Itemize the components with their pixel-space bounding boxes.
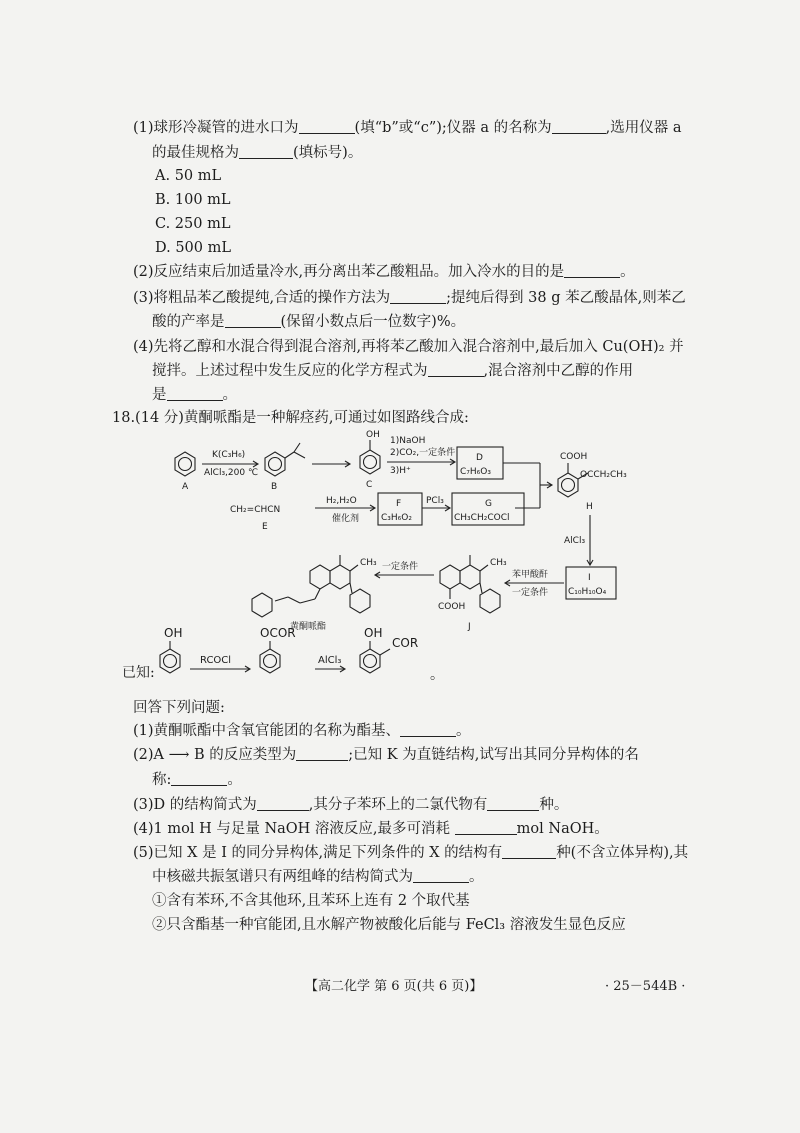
answer-blank[interactable] [239,142,293,159]
label-e: E [262,522,268,532]
phenyl-ring-icon [350,589,370,613]
q18-part3 [133,794,568,816]
option-b: B. 100 mL [155,192,231,208]
reagent-naoh: 1)NaOH [390,436,426,446]
answer-blank[interactable] [400,720,456,737]
benzene-ring-icon [310,565,330,589]
answer-blank[interactable] [552,117,606,134]
piperidine-ring-icon [252,593,272,617]
aromatic-circle-icon [164,655,177,668]
answer-blank[interactable] [502,842,556,859]
text: 。 [620,264,635,280]
oh-2: OH [364,626,383,640]
q17-part4-line1: (4)先将乙醇和水混合得到混合溶剂,再将苯乙酸加入混合溶剂中,最后加入 Cu(OH)₂ 并 [133,339,684,355]
reagent-pcl3: PCl₃ [426,496,444,506]
answer-prompt: 回答下列问题: [133,700,225,716]
reagent-condition: 一定条件 [512,588,549,598]
label-a: A [182,482,189,492]
q18-part5-line1 [133,842,688,864]
reagent-catalyst: 催化剂 [332,514,360,524]
text: (3)D 的结构简式为 [133,797,257,813]
text: ,混合溶剂中乙醇的作用 [483,363,634,379]
answer-blank[interactable] [225,311,281,328]
answer-blank[interactable] [167,384,223,401]
answer-blank[interactable] [390,287,446,304]
q17-part4-line2 [152,360,633,382]
reagent-alcl3: AlCl₃ [564,536,586,546]
label-j: J [468,622,471,632]
text: 。 [227,772,242,788]
text: ,其分子苯环上的二氯代物有 [308,797,488,813]
q18-intro: 18.(14 分)黄酮哌酯是一种解痉药,可通过如图路线合成: [112,410,469,426]
text: (1)球形冷凝管的进水口为 [133,120,299,136]
reagent-k: K(C₃H₆) [212,450,246,460]
text: mol NaOH。 [516,821,609,837]
label-c: C [366,480,373,490]
text: 的最佳规格为 [152,145,239,161]
reagent-alcl3-known: AlCl₃ [318,655,342,666]
q17-part1-line2 [152,142,362,164]
text: (2)反应结束后加适量冷水,再分离出苯乙酸粗品。加入冷水的目的是 [133,264,565,280]
benzene-ring-icon [440,565,460,589]
label-i: I [588,573,591,583]
aromatic-circle-icon [562,479,575,492]
reagent-alcl3-200c: AlCl₃,200 ℃ [204,468,259,478]
phenyl-ring-icon [480,589,500,613]
text: 是 [152,387,167,403]
text: (1)黄酮哌酯中含氧官能团的名称为酯基、 [133,723,401,739]
reagent-rcocl: RCOCl [200,655,232,666]
answer-blank[interactable] [257,794,309,811]
label-b: B [271,482,278,492]
answer-blank[interactable] [299,117,355,134]
formula-d: C₇H₆O₃ [460,467,491,477]
text: 称: [152,772,172,788]
formula-e: CH₂=CHCN [230,505,281,515]
option-a: A. 50 mL [155,168,222,184]
text: (5)已知 X 是 I 的同分异构体,满足下列条件的 X 的结构有 [133,845,503,861]
cooh-group: COOH [560,452,588,462]
label-h: H [586,502,593,512]
aromatic-circle-icon [179,458,192,471]
label-g: G [485,499,492,509]
reagent-co2: 2)CO₂,一定条件 [390,448,456,458]
label-f: F [396,499,402,509]
text: 搅拌。上述过程中发生反应的化学方程式为 [152,363,428,379]
text: ,选用仪器 a [605,120,682,136]
text: (保留小数点后一位数字)%。 [280,314,466,330]
cooh-j: COOH [438,602,466,612]
text: ;已知 K 为直链结构,试写出其同分异构体的名 [348,747,639,763]
formula-f: C₃H₆O₂ [381,513,412,523]
text: 。 [469,869,484,885]
reagent-benzoic-anhydride: 苯甲酸酐 [512,570,549,580]
formula-g: CH₃CH₂COCl [454,513,510,523]
reagent-final: 一定条件 [382,562,419,572]
ocor-group: OCOR [260,626,296,640]
oh-group: OH [366,430,380,440]
answer-blank[interactable] [455,818,517,835]
label-d: D [476,453,483,463]
q17-part3-line2 [152,311,465,333]
cor-group: COR [392,636,419,650]
known-label: 已知: [122,665,155,681]
reagent-h2: H₂,H₂O [326,496,357,506]
aromatic-circle-icon [269,458,282,471]
answer-blank[interactable] [413,866,469,883]
text: 。 [222,387,237,403]
footer-code: · 25－544B · [605,979,686,994]
text: 种(不含立体异构),其 [556,845,689,861]
answer-blank[interactable] [564,261,620,278]
answer-blank[interactable] [296,744,348,761]
q18-part1 [133,720,471,742]
text: (4)1 mol H 与足量 NaOH 溶液反应,最多可消耗 [133,821,451,837]
text: (填“b”或“c”);仪器 a 的名称为 [354,120,552,136]
formula-i: C₁₀H₁₀O₄ [568,587,607,597]
q17-part4-line3 [152,384,237,406]
text: 酸的产率是 [152,314,225,330]
text: (填标号)。 [293,145,363,161]
q18-part2-line1 [133,744,639,766]
answer-blank[interactable] [487,794,539,811]
option-d: D. 500 mL [155,240,231,256]
synthesis-scheme [160,425,700,635]
q17-part1-line1 [133,117,682,139]
product-name: 黄酮哌酯 [290,622,327,632]
known-reaction [120,625,480,691]
footer-page-info: 【高二化学 第 6 页(共 6 页)】 [305,979,483,994]
answer-blank[interactable] [428,360,484,377]
period: 。 [430,667,444,683]
q18-part2-line2 [152,769,242,791]
text: (2)A ⟶ B 的反应类型为 [133,747,297,763]
methyl-j: CH₃ [490,558,507,568]
aromatic-circle-icon [364,655,377,668]
answer-blank[interactable] [171,769,227,786]
text: 中核磁共振氢谱只有两组峰的结构简式为 [152,869,413,885]
q18-part5-line2 [152,866,484,888]
q17-part2 [133,261,635,283]
condition-2: ②只含酯基一种官能团,且水解产物被酸化后能与 FeCl₃ 溶液发生显色反应 [152,917,626,933]
aromatic-circle-icon [364,456,377,469]
condition-1: ①含有苯环,不含其他环,且苯环上连有 2 个取代基 [152,893,470,909]
q17-part3-line1 [133,287,686,309]
text: 种。 [539,797,569,813]
text: 。 [456,723,471,739]
methyl-product: CH₃ [360,558,377,568]
ester-group: OCCH₂CH₃ [580,470,627,480]
option-c: C. 250 mL [155,216,231,232]
oh-1: OH [164,626,183,640]
q18-part4 [133,818,609,840]
text: (3)将粗品苯乙酸提纯,合适的操作方法为 [133,290,391,306]
text: ;提纯后得到 38 g 苯乙酸晶体,则苯乙 [446,290,686,306]
aromatic-circle-icon [264,655,277,668]
reagent-hplus: 3)H⁺ [390,466,411,476]
